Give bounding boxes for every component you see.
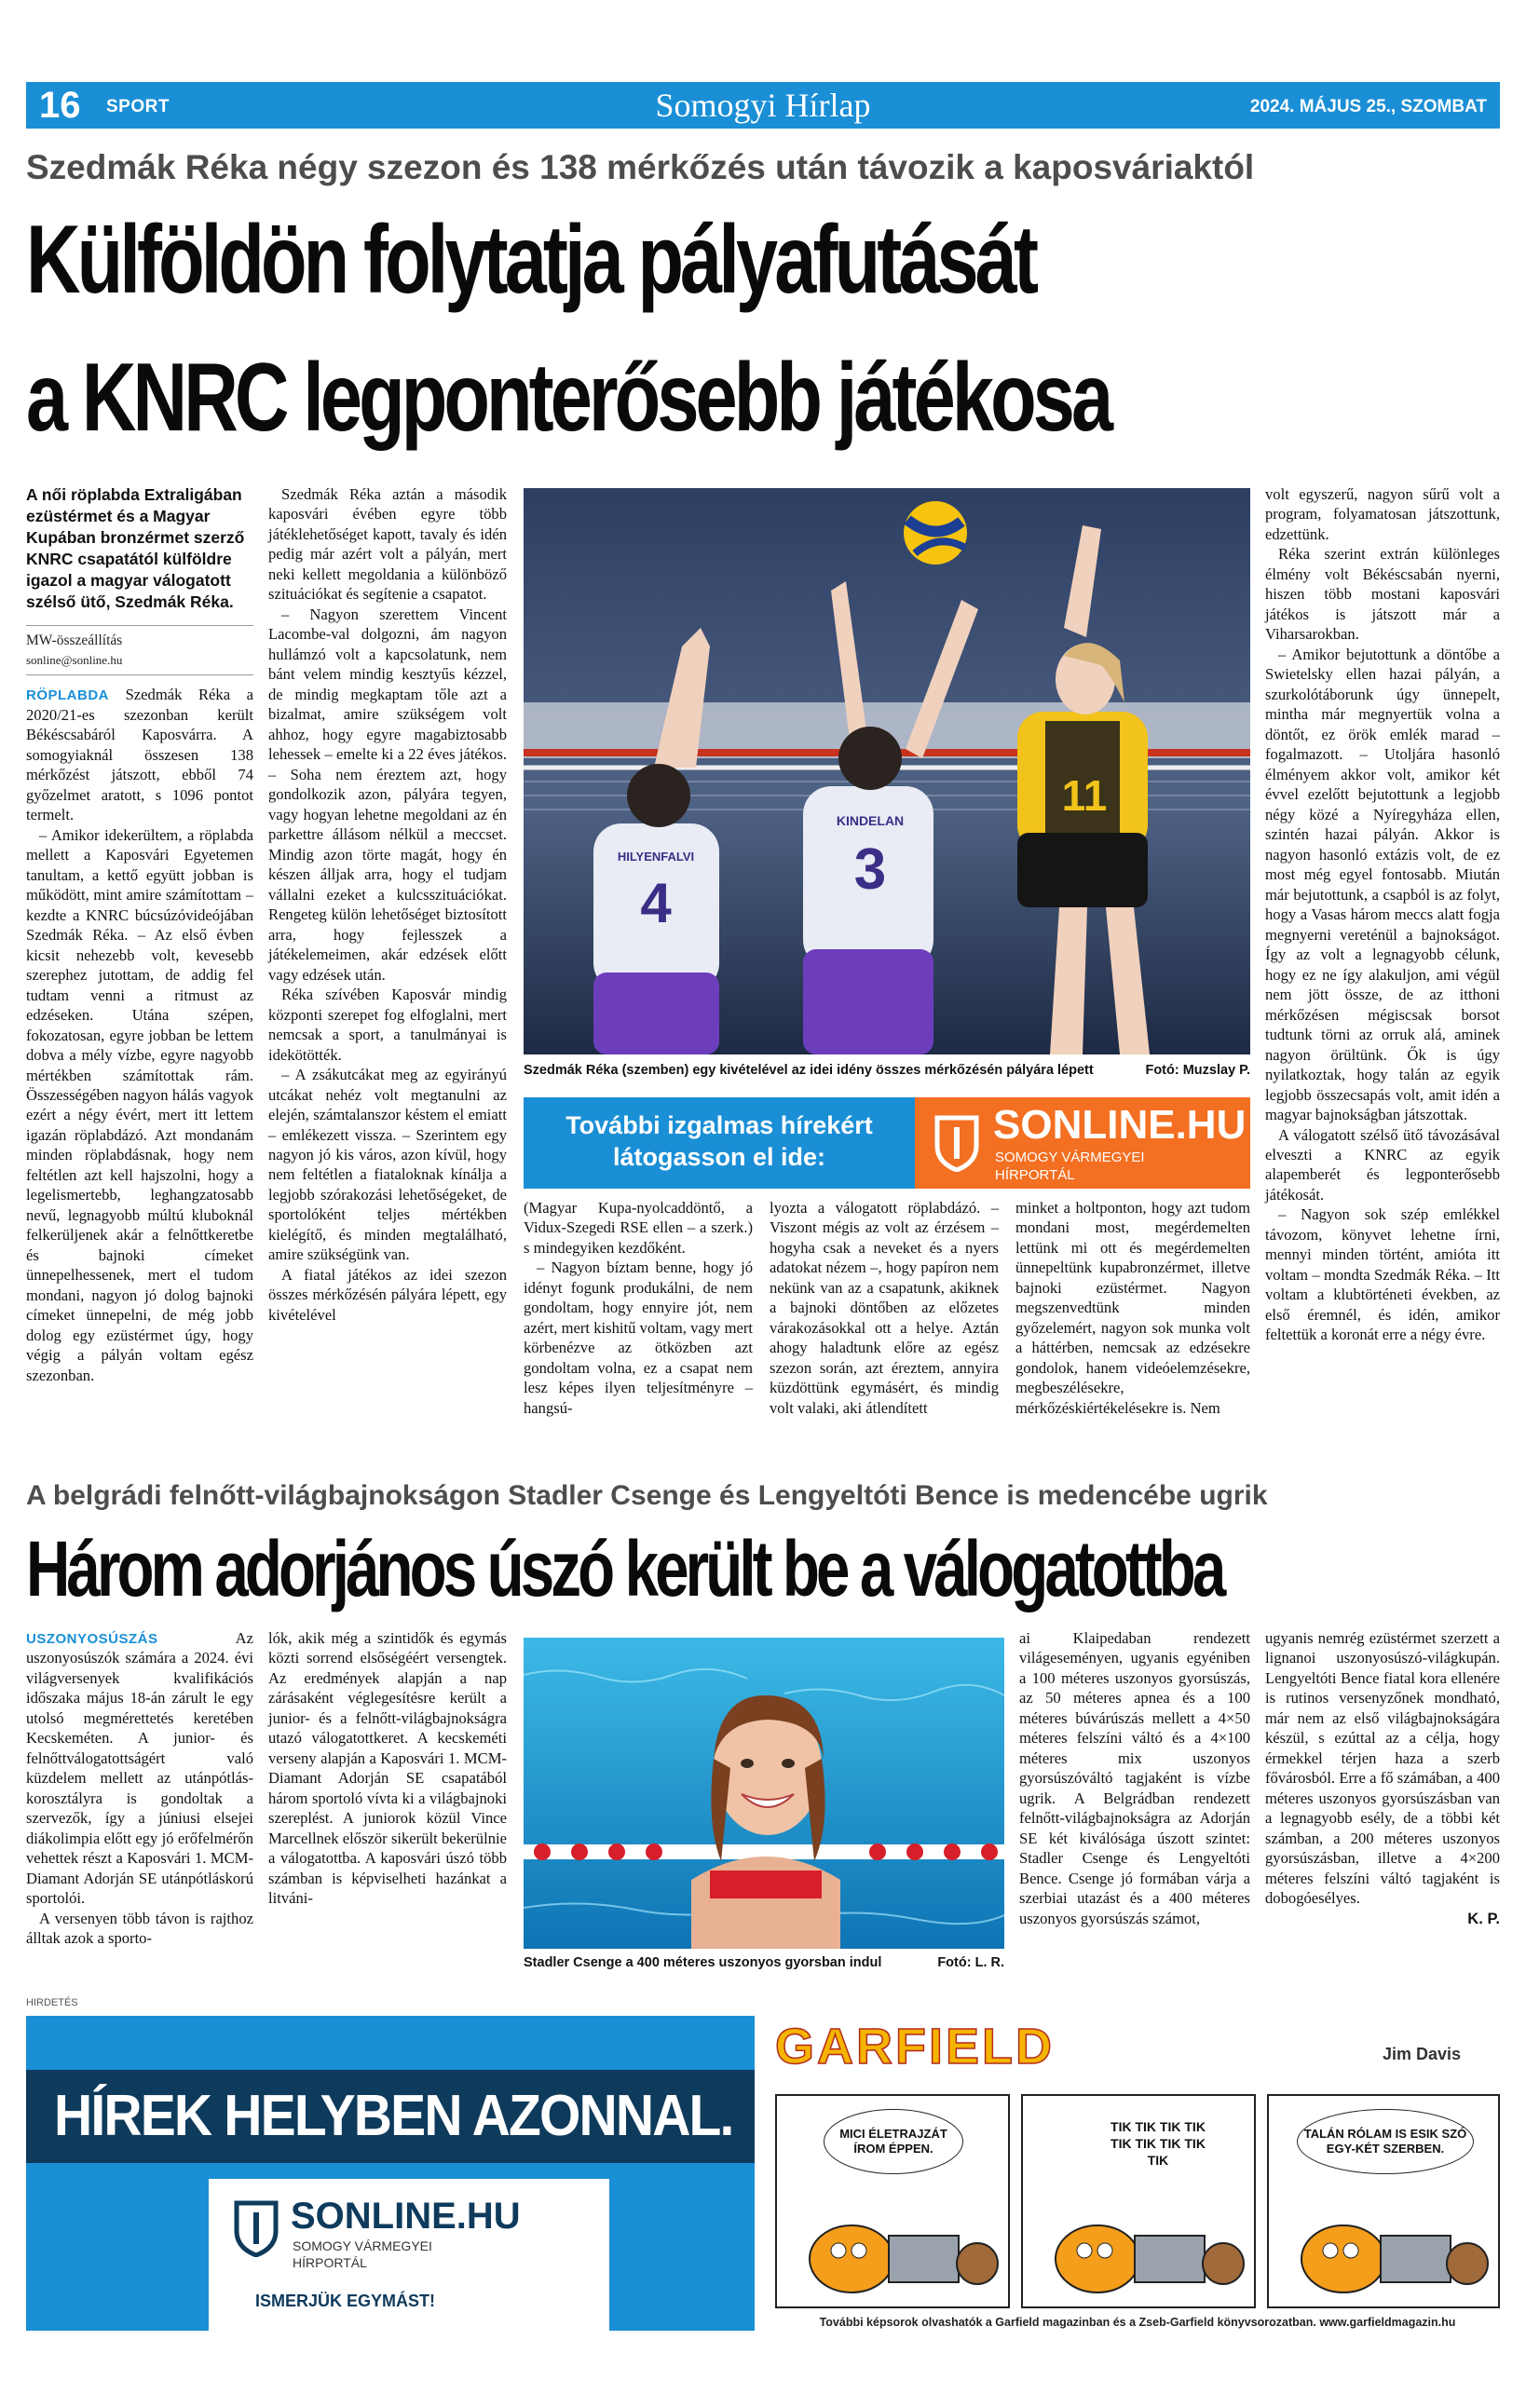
ad-tagline: ISMERJÜK EGYMÁST! bbox=[255, 2292, 436, 2310]
article1-email[interactable]: sonline@sonline.hu bbox=[26, 652, 123, 667]
promo-line1: További izgalmas hírekért bbox=[565, 1111, 873, 1139]
article2-col3 bbox=[1019, 1628, 1250, 1928]
comic-footer: További képsorok olvashatók a Garfield magazinban és a Zseb-Garfield könyvsorozatban. www.garfieldmagazin.hu bbox=[819, 2316, 1456, 2329]
article2-col1-p2: A versenyen több távon is rajthoz álltak azok a sporto- bbox=[26, 1909, 253, 1948]
article2-photo bbox=[524, 1638, 1004, 1949]
article1-col3-p2: – Nagyon bíztam benne, hogy jó idényt fogunk produkálni, de nem gondoltam, hogy ennyire jót, nem azért, mert kishitű voltam, vagy mert körbenézve az ötközben azt gondoltam volna, ez a csapat nem lesz képes ilyen teljesítményre – hangsú- bbox=[524, 1258, 753, 1417]
comic-panel-1 bbox=[775, 2094, 1010, 2308]
volleyball-scene-image bbox=[524, 488, 1250, 1054]
comic-panel1-bubble: MICI ÉLETRAJZÁT ÍROM ÉPPEN. bbox=[824, 2109, 963, 2174]
article1-col2-p2: – Nagyon szerettem Vincent Lacombe-val dolgozni, ám nagyon hullámzó volt a kapcsolatunk, nem bánt velem mindig kesztyűs kézzel, de mindig megkaptam tőle azt a bizalmat, amire szükségem volt ahhoz, hogy egyre magabiztosabb lehessek – emelte ki a 22 éves játékos. – Soha nem éreztem azt, hogy gondolkozik azon, pályára tegyen, vagy hogyan lehetne megoldani az én parkettre állásom nélkül a meccset. Mindig azon törte magát, hogy én készen álljak arra, hogy el tudjam vállalni ezeket a kulcsszituációkat. Rengeteg külön lehetőséget biztosított arra, hogy fejlesszek a játékelemeimen, akár edzések előtt vagy edzések után. bbox=[268, 605, 507, 984]
ad-sub2: HÍRPORTÁL bbox=[293, 2255, 367, 2270]
promo-line2: látogasson el ide: bbox=[612, 1142, 826, 1171]
ad-site: SONLINE.HU bbox=[291, 2196, 521, 2237]
article1-col1 bbox=[26, 484, 253, 1385]
article1-col2-p5: A fiatal játékos az idei szezon összes mérkőzésén pályára lépett, egy kivételével bbox=[268, 1265, 507, 1324]
page-number: 16 bbox=[39, 85, 81, 126]
comic-title: GARFIELD bbox=[775, 2019, 1055, 2075]
article2-col1-p1: Az uszonyosúszók számára a 2024. évi világversenyek kvalifikációs időszaka május 18-án zárult le egy utolsó megmérettetés keretében Kecskeméten. A junior- és felnőttválogatottságért való küzdelem mellett az utánpótlás-korosztályra is gondoltak a szervezők, így a júniusi elsejei diákolimpia előtt egy jó erőfelmérőn vehettek részt a Kaposvári 1. MCM-Diamant Adorján SE utánpótláskorú sportolói. bbox=[26, 1629, 253, 1908]
section-label: SPORT bbox=[106, 97, 170, 116]
article1-section-label: RÖPLABDA bbox=[26, 687, 109, 704]
article2-signature: K. P. bbox=[1467, 1909, 1500, 1927]
promo-sub2: HÍRPORTÁL bbox=[995, 1167, 1075, 1183]
article2-col2-p1: lók, akik még a szintidők és egymás közti sorrend elsőségéért versengtek. Az eredmények alapján a nap zárásaként véglegesítésre került a junior- és a felnőtt-világbajnokságra utazó válogatottkeret. A kecskeméti verseny alapján a Kaposvári 1. MCM-Diamant Adorján SE csapatából három sportoló vívta ki a világbajnoki szereplést. A juniorok közül Vince Marcellnek először sikerült bekerülnie a válogatottba. A kaposvári úszó több számban is képviselheti hazánkat a litváni- bbox=[268, 1629, 507, 1908]
jersey-mid-name: KINDELAN bbox=[836, 813, 905, 828]
article1-col3-p1: (Magyar Kupa-nyolcaddöntő, a Vidux-Szegedi RSE ellen – a szerk.) s mindegyiken kezdőként. bbox=[524, 1199, 753, 1257]
article1-col6-p3: – Amikor bejutottunk a döntőbe a Swietelsky ellen hazai pályán, a szurkolótáborunk úgy ünnepelt, mintha már megnyertük volna a döntőt, ez örök emlék marad – fogalmazott. – Utoljára hasonló élményem akkor volt, amikor két évvel ezelőtt bejutottunk a legjobb négy közé a Nyíregyháza ellen, szintén hazai pályán. Akkor is nagyon hasonló extázis volt, de ez most még egyel fontosabb. Miután már bejutottunk, a csapból is az folyt, hogy a Vasas három meccs alatt fogja megnyerni vereténül a bajnokságot. Így az volt a legnagyobb célunk, hogy ez ne így alakuljon, ami végül nem jött össze, de az itthoni mérkőzésen mégiscsak borsot tudtunk törni az orruk alá, aminek nagyon örültünk. Ők is úgy nyilatkoztak, hogy talán az egyik legjobb összecsapás volt, amit idén a magyar bajnokságban játszottak. bbox=[1265, 645, 1500, 1124]
article1-col6-p2: Réka szerint extrán különleges élmény volt Békéscsabán nyerni, hiszen több mostani kaposvári játékos is játszott már a Viharsarokban. bbox=[1265, 545, 1500, 644]
promo-banner-logo[interactable] bbox=[915, 1097, 1250, 1189]
promo-banner-text[interactable] bbox=[524, 1097, 915, 1189]
comic-panel3-bubble: TALÁN RÓLAM IS ESIK SZÓ EGY-KÉT SZERBEN. bbox=[1297, 2109, 1474, 2174]
ad-label: HIRDETÉS bbox=[26, 1997, 78, 2008]
article1-col6-p4: A válogatott szélső ütő távozásával elveszti a KNRC az egyik alapemberét és legponterősebb játékosát. bbox=[1265, 1125, 1500, 1204]
article1-col6 bbox=[1265, 484, 1500, 1345]
ad-sub1: SOMOGY VÁRMEGYEI bbox=[293, 2238, 432, 2253]
jersey-left-number: 4 bbox=[640, 872, 672, 934]
jersey-right-number: 11 bbox=[1061, 771, 1108, 820]
comic-panel1-art bbox=[777, 2096, 1008, 2306]
article2-col1 bbox=[26, 1628, 253, 1949]
ad-headline: HÍREK HELYBEN AZONNAL. bbox=[54, 2084, 733, 2148]
article1-headline-line1: Külföldön folytatja pályafutását bbox=[26, 206, 1036, 314]
article1-photo-caption: Szedmák Réka (szemben) egy kivételével az idei idény összes mérkőzésén pályára lépett bbox=[524, 1063, 1094, 1078]
swimmer-image bbox=[524, 1638, 1004, 1949]
article1-col6-p5: – Nagyon sok szép emlékkel távozom, könyvet lehetne írni, mennyi minden történt, amióta itt voltam – mondta Szedmák Réka. – Itt voltam a klubtörténeti években, az első éremnél, és idén, amikor feltettük a koronát erre a négy évre. bbox=[1265, 1205, 1500, 1344]
sonline-advert[interactable] bbox=[26, 2016, 755, 2331]
article2-col4 bbox=[1265, 1628, 1500, 1928]
comic-panel-2 bbox=[1021, 2094, 1256, 2308]
shield-icon bbox=[933, 1114, 980, 1172]
issue-date: 2024. MÁJUS 25., SZOMBAT bbox=[1249, 97, 1487, 116]
article1-col2 bbox=[268, 484, 507, 1325]
promo-sub1: SOMOGY VÁRMEGYEI bbox=[995, 1150, 1145, 1165]
article1-col2-p3: Réka szívében Kaposvár mindig központi szerepet fog elfoglalni, mert nemcsak a sport, a tanulmányai is idekötötték. bbox=[268, 986, 507, 1064]
article2-col4-p1: ugyanis nemrég ezüstérmet szerzett a lignanoi uszonyosúszó-világkupán. Lengyeltóti Bence fiatal kora ellenére is rutinos versenyzőnek mondható, már nem az első világbajnokságára készül, s ezúttal az a célja, hogy érmekkel térjen haza a szerb fővárosból. Erre a fő számában, a 400 méteres uszonyos gyorsúszásban van a legnagyobb esély, de a többi két számban, a 200 méteres uszonyos gyorsúszásban, illetve a 4×200 méteres felszíni váltó tagjaként is dobogóesélyes. bbox=[1265, 1629, 1500, 1908]
article1-col6-p1: volt egyszerű, nagyon sűrű volt a program, folyamatosan játszottunk, edzettünk. bbox=[1265, 485, 1500, 543]
article2-photo-caption-row bbox=[524, 1954, 1004, 1972]
article2-col3-p1: ai Klaipedaban rendezett világeseményen, ugyanis egyéniben a 100 méteres uszonyos gyorsúszás, az 50 méteres apnea és a 100 méteres búvárúszás mellett a 4×50 méteres felszíni váltó és a 4×100 méteres mix uszonyos gyorsúszóváltó tagjaként is vízbe ugrik. A Belgrádban rendezett felnőtt-világbajnokságra az Adorján SE két kiválósága úszott szintet: Stadler Csenge és Lengyeltóti Bence. Csenge jó formában várja a szerbiai utazást és a 400 méteres uszonyos gyorsúszás számot, bbox=[1019, 1629, 1250, 1927]
article2-headline: Három adorjános úszó került be a válogatottba bbox=[26, 1525, 1223, 1612]
article2-section-label: USZONYOSÚSZÁS bbox=[26, 1631, 158, 1647]
comic-author: Jim Davis bbox=[1383, 2045, 1462, 2063]
article1-col1-p2: – Amikor idekerültem, a röplabda mellett a Kaposvári Egyetemen tanultam, a kettő együtt jobban is működött, mint amire számítottam – kezdte a KNRC búcsúzóvideójában Szedmák Réka. – Az első évben kicsit nehezebb volt, kevesebb szerephez jutottam, de addig fel tudtam venni a ritmust az edzéseken. Utána szépen, fokozatosan, egyre jobban be lettem dobva a mély vízbe, egyre nagyobb mértékben számítottak rám. Összességében nagyon hálás vagyok ezért a négy évért, mert itt lettem igazán röplabdázó. Azt mondanám minden röplabdásnak, hogy nem feltétlen azt kell hajszolni, hogy a legelismertebb, leghangzatosabb nevű, legnagyobb múltú kluboknál felkerüljenek akár a felnőttkeretbe és bajnoki címeket ünnepelhessenek, mert el tudom mondani, nagyon jó dolog bajnoki címeket ünnepelni, de még jobb dolog egy ezüstérmet úgy, hogy végig a pályán voltam egész szezonban. bbox=[26, 825, 253, 1384]
shield-icon bbox=[233, 2199, 279, 2257]
article1-col2-p4: – A zsákutcákat meg az egyirányú utcákat nehéz volt megtanulni az elején, számtalanszor késtem el emiatt – emlékezett vissza. – Szerintem egy nagyon jó kis város, azon kívül, hogy nem feltétlen a fiataloknak kínálja a legjobb szórakozási lehetőségeket, de sportolóként teljes mértékben kielégítő, és minden megtalálható, amire szükségünk van. bbox=[268, 1066, 507, 1264]
article1-kicker: Szedmák Réka négy szezon és 138 mérkőzés után távozik a kaposváriaktól bbox=[26, 148, 1255, 186]
ad-card bbox=[209, 2179, 609, 2331]
article1-col5 bbox=[1015, 1198, 1250, 1418]
article1-col1-p1: Szedmák Réka a 2020/21-es szezonban került Békéscsabáról Kaposvárra. A somogyiaknál összesen 138 mérkőzést játszott, ebből 74 győzelmet aratott, s 1096 pontot termelt. bbox=[26, 686, 253, 824]
article2-col2 bbox=[268, 1628, 507, 1909]
article1-byline: MW-összeállítás bbox=[26, 632, 123, 648]
article1-col4 bbox=[770, 1198, 999, 1418]
article1-photo-caption-row bbox=[524, 1062, 1250, 1080]
article2-kicker: A belgrádi felnőtt-világbajnokságon Stadler Csenge és Lengyeltóti Bence is medencébe ugrik bbox=[26, 1480, 1268, 1511]
article1-photo bbox=[524, 488, 1250, 1054]
article1-headline-line2: a KNRC legponterősebb játékosa bbox=[26, 344, 1110, 452]
jersey-left-name: HILYENFALVI bbox=[617, 850, 695, 864]
comic-panel2-text: TIK TIK TIK TIK TIK TIK TIK TIK TIK bbox=[1110, 2119, 1206, 2169]
article2-photo-credit: Fotó: L. R. bbox=[937, 1955, 1004, 1970]
comic-panel3-art bbox=[1269, 2096, 1498, 2306]
article1-col5-p1: minket a holtponton, hogy azt tudom mondani most, megérdemelten lettünk mi ott és megérdemelten ünnepeltünk kupabronzérmet, illetve bajnoki ezüstérmet. Nagyon megszenvedtünk minden győzelemért, nagyon sok munka volt a háttérben, nemcsak az edzésekre gondolok, hanem videóelemzésekre, megbeszélésekre, mérkőzéskiértékelésekre is. Nem bbox=[1015, 1199, 1250, 1417]
page-header-bar bbox=[26, 82, 1500, 129]
article1-lead: A női röplabda Extraligában ezüstérmet és a Magyar Kupában bronzérmet szerző KNRC csapatától külföldre igazol a magyar válogatott szélső ütő, Szedmák Réka. bbox=[26, 485, 245, 612]
article1-col3 bbox=[524, 1198, 753, 1418]
article1-col2-p1: Szedmák Réka aztán a második kaposvári évében egyre több játéklehetőséget kapott, tavaly és idén pedig már azért volt a pályán, mert neki kellett megoldania a különböző szituációkat és segítenie a csapatot. bbox=[268, 485, 507, 604]
jersey-mid-number: 3 bbox=[853, 837, 887, 902]
article2-photo-caption: Stadler Csenge a 400 méteres uszonyos gyorsban indul bbox=[524, 1955, 882, 1970]
promo-site: SONLINE.HU bbox=[993, 1102, 1247, 1148]
comic-panel2-art bbox=[1023, 2096, 1254, 2306]
paper-name: Somogyi Hírlap bbox=[655, 87, 871, 124]
article1-photo-credit: Fotó: Muzslay P. bbox=[1145, 1063, 1250, 1078]
article1-col4-p1: lyozta a válogatott röplabdázó. – Viszont mégis az volt az érzésem – hogyha csak a neveket és a nyers adatokat nézem –, hogy papíron nem nekünk van az a csapatunk, akiknek a bajnoki döntőben az előzetes várakozásokkal ott a helye. Aztán ahogy haladtunk előre az egész szezon során, azt éreztem, annyira küzdöttünk egymásért, és mindig volt valaki, aki átlendített bbox=[770, 1199, 999, 1417]
comic-panel-3 bbox=[1267, 2094, 1500, 2308]
